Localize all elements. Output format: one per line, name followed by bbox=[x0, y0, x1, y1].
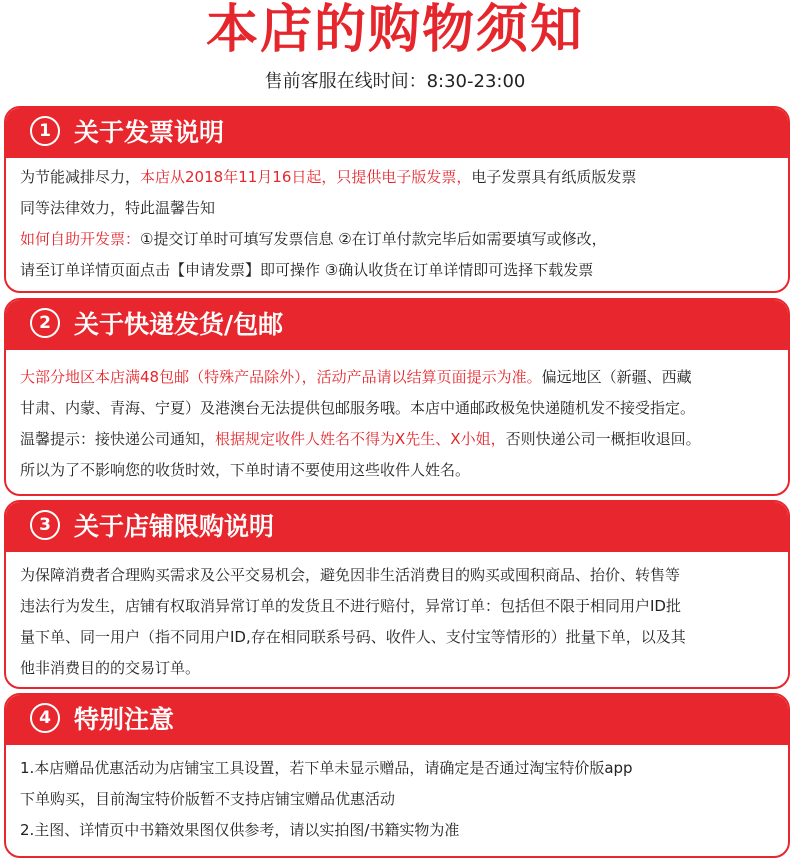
text-line bbox=[20, 193, 774, 224]
section-body bbox=[6, 158, 788, 286]
text-span: 温馨提示：接快递公司通知， bbox=[20, 430, 216, 448]
text-line bbox=[20, 224, 774, 255]
text-span: 同等法律效力，特此温馨告知 bbox=[20, 199, 216, 217]
section-heading: 特别注意 bbox=[74, 705, 175, 734]
highlight-text: 大部分地区本店满48包邮（特殊产品除外），活动产品请以结算页面提示为准。 bbox=[20, 368, 542, 386]
text-line: 2.主图、详情页中书籍效果图仅供参考，请以实拍图/书籍实物为准 bbox=[20, 821, 460, 839]
text-line: 1.本店赠品优惠活动为店铺宝工具设置，若下单未显示赠品，请确定是否通过淘宝特价版app bbox=[20, 759, 633, 777]
text-line bbox=[20, 162, 774, 193]
text-line: 量下单、同一用户（指不同用户ID,存在相同联系号码、收件人、支付宝等情形的）批量下单，以及其 bbox=[20, 628, 686, 646]
text-span: 甘肃、内蒙、青海、宁夏）及港澳台无法提供包邮服务哦。本店中通邮政极兔快递随机发不接受指定。 bbox=[20, 399, 696, 417]
text-line: 违法行为发生，店铺有权取消异常订单的发货且不进行赔付，异常订单：包括但不限于相同用户ID批 bbox=[20, 597, 681, 615]
highlight-text: 如何自助开发票： bbox=[20, 230, 141, 248]
highlight-text: 根据规定收件人姓名不得为X先生、X小姐， bbox=[215, 430, 506, 448]
page-title: 本店的购物须知 bbox=[205, 0, 584, 60]
text-span: 偏远地区（新疆、西藏 bbox=[541, 368, 692, 386]
text-line bbox=[20, 255, 774, 286]
text-line: 为保障消费者合理购买需求及公平交易机会，避免因非生活消费目的购买或囤积商品、抬价、转售等 bbox=[20, 566, 681, 584]
text-span: 为节能减排尽力， bbox=[20, 168, 141, 186]
text-span: 否则快递公司一概拒收退回。 bbox=[505, 430, 701, 448]
section-shipping bbox=[4, 298, 790, 496]
text-line bbox=[20, 424, 774, 455]
text-span: 电子发票具有纸质版发票 bbox=[471, 168, 637, 186]
section-header bbox=[6, 108, 788, 158]
text-span: 所以为了不影响您的收货时效，下单时请不要使用这些收件人姓名。 bbox=[20, 461, 471, 479]
section-invoice bbox=[4, 106, 790, 293]
section-header bbox=[6, 695, 788, 745]
circle-number-icon: 3 bbox=[30, 510, 60, 540]
section-header bbox=[6, 300, 788, 350]
highlight-text: 本店从2018年11月16日起，只提供电子版发票， bbox=[140, 168, 472, 186]
circle-number-icon: 1 bbox=[30, 116, 60, 146]
text-line: 下单购买，目前淘宝特价版暂不支持店铺宝赠品优惠活动 bbox=[20, 790, 396, 808]
text-span: ①提交订单时可填写发票信息 ②在订单付款完毕后如需要填写或修改， bbox=[140, 230, 607, 248]
section-body bbox=[6, 552, 788, 684]
text-line bbox=[20, 362, 774, 393]
section-body bbox=[6, 745, 788, 846]
text-line bbox=[20, 455, 774, 486]
section-body bbox=[6, 350, 788, 486]
circle-number-icon: 4 bbox=[30, 703, 60, 733]
section-heading: 关于发票说明 bbox=[74, 118, 225, 147]
text-line: 他非消费目的的交易订单。 bbox=[20, 659, 201, 677]
text-line bbox=[20, 393, 774, 424]
text-span: 请至订单详情页面点击【申请发票】即可操作 ③确认收货在订单详情即可选择下载发票 bbox=[20, 261, 594, 279]
section-heading: 关于快递发货/包邮 bbox=[74, 310, 284, 339]
circle-number-icon: 2 bbox=[30, 308, 60, 338]
section-special-notes bbox=[4, 693, 790, 858]
service-hours: 售前客服在线时间：8:30-23:00 bbox=[264, 71, 526, 92]
section-heading: 关于店铺限购说明 bbox=[74, 512, 275, 541]
section-purchase-limit bbox=[4, 500, 790, 689]
section-header bbox=[6, 502, 788, 552]
